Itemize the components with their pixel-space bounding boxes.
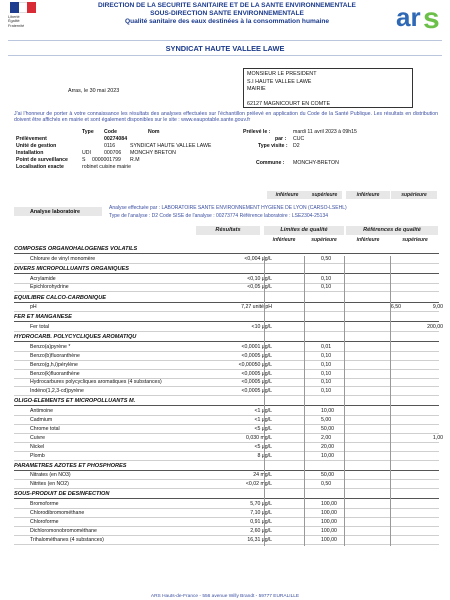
result-value: 0,030 mg/L	[246, 434, 272, 441]
parameter-name: Chloroforme	[30, 518, 59, 525]
installation-code: 000706	[104, 150, 122, 156]
address-line: MAIRIE	[247, 86, 266, 93]
result-value: <10 µg/L	[251, 324, 272, 330]
prelevement-code: 00274084	[104, 136, 128, 142]
table-row	[14, 452, 439, 461]
title-rule	[8, 55, 442, 56]
localisation-value: robinet cuisine mairie	[82, 164, 132, 170]
table-row	[14, 352, 439, 361]
table-row	[14, 378, 439, 387]
parameter-name: Chrome total	[30, 425, 60, 432]
parameter-name: Acrylamide	[30, 275, 56, 282]
table-row	[14, 509, 439, 518]
psv-name: R.M	[130, 157, 140, 163]
limit-sup-value: 10,00	[321, 408, 334, 415]
parameter-name: Nitrates (en NO3)	[30, 472, 71, 479]
parameter-name: Trihalométhanes (4 substances)	[30, 536, 104, 543]
parameter-name: Epichlorohydrine	[30, 284, 69, 291]
limit-sup-value: 5,00	[321, 417, 332, 423]
table-row	[14, 500, 439, 509]
udg-label: Unité de gestion	[16, 143, 57, 149]
parameter-name: Cadmium	[30, 417, 53, 423]
table-row	[14, 480, 439, 489]
limits-inf-header: inférieure	[267, 191, 307, 199]
limit-sup-value: 0,10	[321, 388, 332, 395]
result-value: 7,27 unité pH	[241, 304, 272, 311]
parameter-name: Benzo(g,h,i)pérylène	[30, 361, 78, 368]
address-line: MONSIEUR LE PRESIDENT	[247, 71, 317, 77]
parameter-name: Chlorodibromométhane	[30, 510, 85, 516]
result-value: 16,31 µg/L	[247, 536, 272, 543]
col-limit-inf: inférieure	[272, 237, 296, 243]
result-value: <1 µg/L	[254, 417, 272, 423]
parameter-name: Cuivre	[30, 434, 45, 441]
section-header: OLIGO-ELEMENTS ET MICROPOLLUANTS M.	[14, 397, 439, 406]
table-row	[14, 434, 443, 443]
french-flag-icon	[10, 2, 36, 13]
result-value: <0,0005 µg/L	[241, 370, 272, 377]
parameter-name: Hydrocarbures polycycliques aromatiques (4 substances)	[30, 379, 162, 386]
limit-sup-value: 10,00	[321, 452, 334, 459]
limit-sup-value: 100,00	[321, 527, 337, 534]
table-row	[14, 303, 443, 312]
page-title: SYNDICAT HAUTE VALLEE LAWE	[165, 44, 285, 53]
ref-sup-value: 200,00	[427, 324, 443, 330]
section-header: DIVERS MICROPOLLUANTS ORGANIQUES	[14, 265, 439, 274]
limit-sup-value: 2,00	[321, 434, 332, 441]
section-header: PARAMETRES AZOTES ET PHOSPHORES	[14, 462, 439, 471]
ref-inf-value: 6,50	[390, 304, 401, 311]
limit-sup-value: 0,10	[321, 379, 332, 386]
result-value: 0,91 µg/L	[250, 518, 272, 525]
table-row	[14, 471, 439, 480]
udg-name: SYNDICAT HAUTE VALLEE LAWE	[130, 143, 212, 149]
parameter-name: Nitrites (en NO2)	[30, 481, 69, 488]
lab-line-2: Type de l'analyse : D2 Code SISE de l'analyse : 00273774 Référence laboratoire : LSE2304-25134	[109, 213, 328, 219]
parameter-name: Dichloromonobromométhane	[30, 527, 97, 534]
parameter-name: Benzo(k)fluoranthène	[30, 370, 80, 377]
limit-sup-value: 0,10	[321, 284, 332, 291]
ref-sup-value: 9,00	[432, 304, 443, 311]
table-row	[14, 323, 443, 332]
date-line: Arras, le 30 mai 2023	[68, 88, 120, 94]
commune-value: MONCHY-BRETON	[293, 160, 339, 166]
refs-inf-header: inférieure	[346, 191, 390, 199]
result-value: 7,10 µg/L	[250, 510, 272, 516]
result-value: 24 mg/L	[253, 472, 272, 479]
result-value: <0,02 mg/L	[245, 481, 272, 488]
address-line	[247, 94, 409, 102]
localisation-label: Localisation exacte	[16, 164, 64, 170]
col-type-header: Type	[82, 129, 94, 135]
preleve-value: mardi 11 avril 2023 à 09h15	[293, 129, 357, 135]
limit-sup-value: 0,10	[321, 275, 332, 282]
limits-sup-header: supérieure	[307, 191, 342, 199]
prelevement-label: Prélèvement	[16, 136, 47, 142]
result-value: 8 µg/L	[257, 452, 272, 459]
table-row	[14, 425, 439, 434]
limit-sup-value: 20,00	[321, 443, 334, 450]
limit-sup-value: 100,00	[321, 518, 337, 525]
column-divider	[390, 256, 391, 546]
col-code-header: Code	[104, 129, 117, 135]
intro-paragraph: J'ai l'honneur de porter à votre connaissance les résultats des analyses effectuées sur l'échantillon prélevé en application du Code de la Santé Publique. Les résultats en distribution doivent être affichés en mairie et sont également disponibles sur le site : www.eaupotable.sante.gouv.fr	[14, 111, 438, 124]
republique-francaise-logo	[8, 2, 62, 28]
result-value: <1 µg/L	[254, 408, 272, 415]
limit-sup-value: 0,01	[321, 343, 332, 350]
column-divider	[264, 256, 265, 546]
limit-sup-value: 0,50	[321, 481, 332, 488]
limit-sup-value: 50,00	[321, 425, 334, 432]
column-divider	[344, 256, 345, 546]
parameter-name: Benzo(b)fluoranthène	[30, 352, 80, 359]
result-value: <5 µg/L	[254, 425, 272, 432]
table-row	[14, 518, 439, 527]
svg-text:ar: ar	[396, 2, 421, 32]
section-header: FER ET MANGANESE	[14, 313, 439, 322]
result-value: <0,004 µg/L	[244, 255, 272, 262]
limit-sup-value: 0,10	[321, 352, 332, 359]
ars-logo	[394, 0, 444, 34]
table-row	[14, 407, 439, 416]
address-line: 62127 MAGNICOURT EN COMTE	[247, 101, 331, 108]
installation-name: MONCHY BRETON	[130, 150, 176, 156]
limit-sup-value: 100,00	[321, 536, 337, 543]
header-line-1: DIRECTION DE LA SECURITE SANITAIRE ET DE LA SANTE ENVIRONNEMENTALE	[98, 2, 356, 9]
col-ref-inf: inférieure	[356, 237, 380, 243]
result-value: 2,60 µg/L	[250, 527, 272, 534]
installation-type: UDI	[82, 150, 91, 156]
table-row	[14, 283, 439, 292]
limit-sup-value: 50,00	[321, 472, 334, 479]
table-row	[14, 361, 439, 370]
document-header	[68, 2, 386, 27]
udg-code: 0116	[104, 143, 116, 149]
psv-code: 0000001799	[92, 157, 121, 163]
result-value: <0,00050 µg/L	[238, 361, 272, 368]
limits-header: Limites de qualité	[264, 226, 344, 235]
par-value: CUC	[293, 136, 305, 142]
refs-sup-header: supérieure	[391, 191, 437, 199]
page-footer: ARS Hauts-de-France - 556 avenue Willy Brandt - 59777 EURALILLE	[150, 594, 300, 599]
table-row	[14, 387, 439, 396]
limit-sup-value: 100,00	[321, 501, 337, 508]
parameter-name: Fer total	[30, 324, 50, 330]
header-line-2: SOUS-DIRECTION SANTE ENVIRONNEMENTALE	[150, 10, 304, 18]
limit-sup-value: 0,50	[321, 255, 332, 262]
lab-line-1: Analyse effectuée par : LABORATOIRE SANTE ENVIRONNEMENT HYGIENE DE LYON (CARSO-LSEHL)	[109, 205, 347, 211]
result-value: <0,0001 µg/L	[241, 343, 272, 350]
preleve-label: Prélevé le :	[243, 129, 271, 135]
col-nom-header: Nom	[148, 129, 160, 135]
result-value: <0,0005 µg/L	[241, 379, 272, 386]
parameter-name: Antimoine	[30, 408, 54, 415]
visite-label: Type visite :	[258, 143, 288, 149]
recipient-address-box	[243, 68, 413, 108]
result-value: <0,0005 µg/L	[241, 388, 272, 395]
commune-label: Commune :	[256, 160, 285, 166]
result-value: <0,10 µg/L	[247, 275, 272, 282]
lab-analysis-label: Analyse laboratoire	[14, 207, 102, 216]
limit-sup-value: 100,00	[321, 510, 337, 516]
results-header: Résultats	[196, 226, 260, 235]
table-row	[14, 443, 439, 452]
table-row	[14, 527, 439, 536]
limit-sup-value: 0,10	[321, 370, 332, 377]
parameter-name: Indéno(1,2,3-cd)pyrène	[30, 388, 84, 395]
section-header: SOUS-PRODUIT DE DESINFECTION	[14, 490, 439, 499]
section-header: COMPOSES ORGANOHALOGENES VOLATILS	[14, 245, 439, 254]
result-value: <5 µg/L	[254, 443, 272, 450]
parameter-name: pH	[30, 304, 37, 311]
ref-sup-value: 1,00	[432, 434, 443, 441]
ars-logo-icon	[394, 0, 444, 34]
table-row	[14, 275, 439, 284]
table-row	[14, 416, 439, 425]
psv-label: Point de surveillance	[16, 157, 68, 163]
visite-value: D2	[293, 143, 300, 149]
svg-text:s: s	[423, 2, 440, 34]
header-line-3: Qualité sanitaire des eaux destinées à la consommation humaine	[124, 18, 330, 26]
parameter-name: Benzo(a)pyrène *	[30, 343, 71, 350]
parameter-name: Plomb	[30, 452, 45, 459]
parameter-name: Nickel	[30, 443, 45, 450]
table-row	[14, 536, 439, 545]
parameter-name: Bromoforme	[30, 501, 59, 508]
par-label: par :	[275, 136, 287, 142]
column-divider	[304, 256, 305, 546]
table-row	[14, 370, 439, 379]
table-row	[14, 255, 439, 264]
section-header: HYDROCARB. POLYCYCLIQUES AROMATIQU	[14, 333, 439, 342]
result-value: <0,05 µg/L	[247, 284, 272, 291]
result-value: <0,0005 µg/L	[241, 352, 272, 359]
limit-sup-value: 0,10	[321, 361, 332, 368]
header-rule	[8, 40, 442, 41]
col-ref-sup: supérieure	[402, 237, 428, 243]
section-header: EQUILIBRE CALCO-CARBONIQUE	[14, 294, 439, 303]
address-line: S.I HAUTE VALLEE LAWE	[247, 78, 312, 85]
col-limit-sup: supérieure	[311, 237, 337, 243]
parameter-name: Chlorure de vinyl monomère	[30, 255, 96, 262]
logo-motto: Liberté Égalité Fraternité	[8, 15, 25, 28]
psv-type: S	[82, 157, 86, 163]
refs-header: Références de qualité	[346, 226, 438, 235]
result-value: 5,70 µg/L	[250, 501, 272, 508]
installation-label: Installation	[16, 150, 44, 156]
table-row	[14, 343, 439, 352]
